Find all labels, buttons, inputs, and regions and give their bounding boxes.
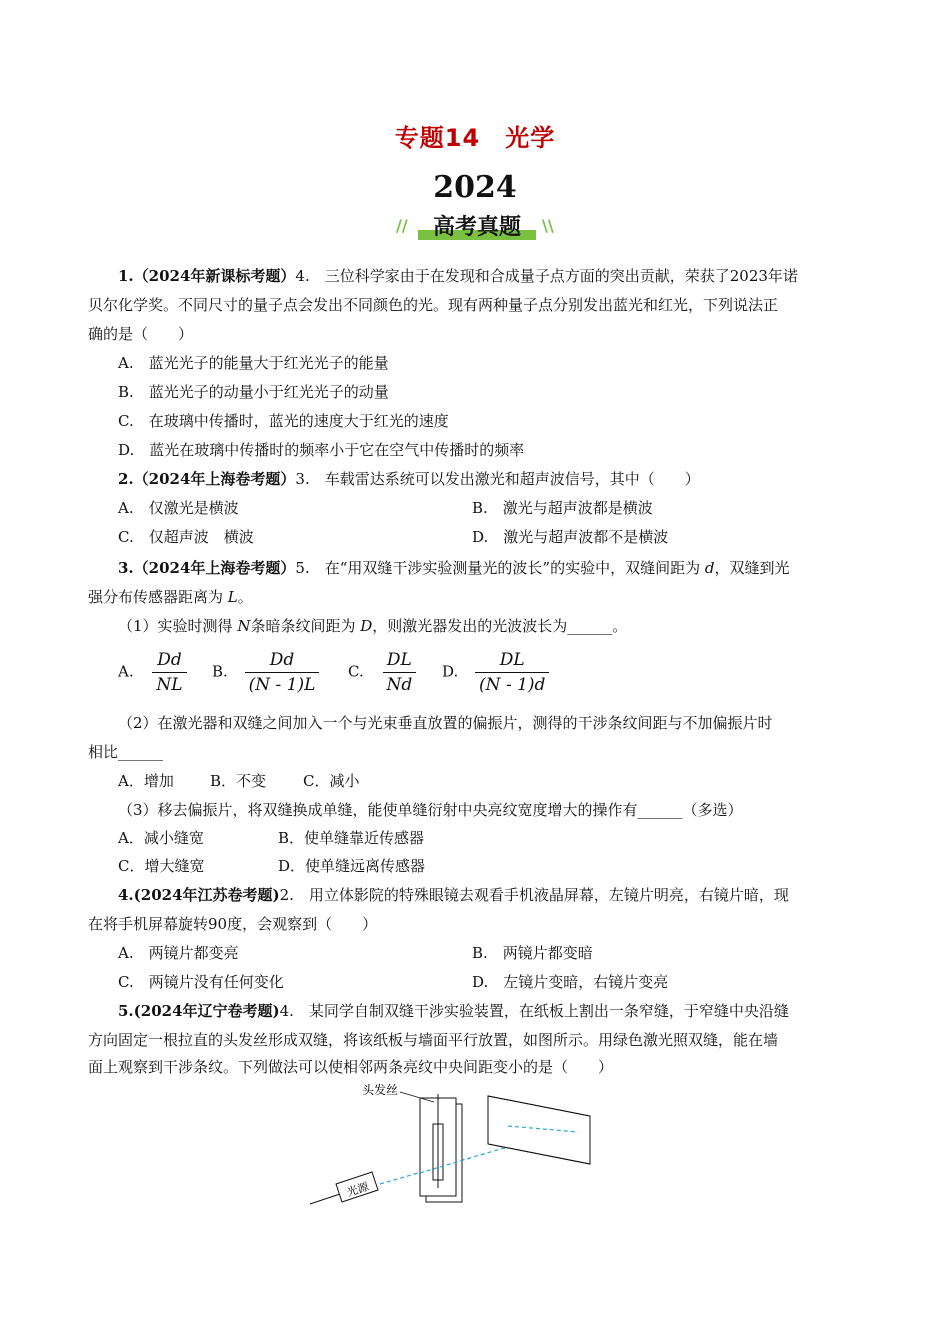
q1-option-a: A. 蓝光光子的能量大于红光光子的能量 (118, 354, 389, 372)
q1-tag: 1.（2024年新课标考题） (118, 267, 296, 285)
q3-sub3-option-a: A．减小缝宽 (118, 829, 204, 847)
double-slit-diagram (300, 1080, 620, 1220)
q3-choice-b: B. $\frac{Dd}{(N - 1)L}$ (212, 648, 319, 697)
q3-line2: 强分布传感器距离为 L。 (88, 588, 253, 606)
exam-banner (396, 210, 554, 242)
q3-tag: 3.（2024年上海卷考题） (118, 559, 296, 577)
q2-tag: 2.（2024年上海卷考题） (118, 470, 296, 488)
q3-sub3-option-c: C．增大缝宽 (118, 857, 205, 875)
q3-sub2-option-c: C．减小 (303, 772, 360, 790)
q3-sub2-line2: 相比______ (88, 743, 164, 761)
q5-tag: 5.(2024年辽宁卷考题) (118, 1002, 280, 1020)
q2-line1: 2.（2024年上海卷考题）3. 车载雷达系统可以发出激光和超声波信号，其中（ ） (118, 470, 700, 488)
q1-option-d: D. 蓝光在玻璃中传播时的频率小于它在空气中传播时的频率 (118, 441, 525, 459)
banner-text: 高考真题 (432, 215, 521, 240)
q4-line2: 在将手机屏幕旋转90度，会观察到（ ） (88, 915, 378, 933)
q2-option-a: A. 仅激光是横波 (118, 499, 239, 517)
q4-option-d: D. 左镜片变暗，右镜片变亮 (472, 973, 669, 991)
q3-sub2-line1: （2）在激光器和双缝之间加入一个与光束垂直放置的偏振片，测得的干涉条纹间距与不加偏振片时 (118, 714, 773, 732)
fraction: $\frac{DL}{Nd}$ (383, 648, 417, 697)
incoming-line (310, 1194, 340, 1204)
hair-pointer (400, 1092, 434, 1102)
page-title: 专题14 光学 (394, 124, 556, 152)
q5-line3: 面上观察到干涉条纹。下列做法可以使相邻两条亮纹中央间距变小的是（ ） (88, 1058, 614, 1076)
q4-option-a: A. 两镜片都变亮 (118, 944, 239, 962)
banner-left-mark: // (396, 216, 408, 235)
q1-line2: 贝尔化学奖。不同尺寸的量子点会发出不同颜色的光。现有两种量子点分别发出蓝光和红光，下列说法正 (88, 296, 779, 314)
q3-sub1: （1）实验时测得 N条暗条纹间距为 D，则激光器发出的光波波长为______。 (118, 617, 628, 635)
q3-sub2-option-a: A．增加 (118, 772, 174, 790)
banner-right-mark: \\ (542, 216, 554, 235)
q3-sub3-option-b: B．使单缝靠近传感器 (278, 829, 425, 847)
q4-option-c: C. 两镜片没有任何变化 (118, 973, 284, 991)
light-source-label: 光源 (345, 1180, 371, 1199)
q2-option-d: D. 激光与超声波都不是横波 (472, 528, 669, 546)
q4-option-b: B. 两镜片都变暗 (472, 944, 593, 962)
q2-option-c: C. 仅超声波 横波 (118, 528, 254, 546)
q2-option-b: B. 激光与超声波都是横波 (472, 499, 653, 517)
hair-label: 头发丝 (362, 1083, 399, 1097)
q3-choice-c: C. $\frac{DL}{Nd}$ (348, 648, 416, 697)
q1-line1: 1.（2024年新课标考题）4. 三位科学家由于在发现和合成量子点方面的突出贡献，荣获了2023年诺 (118, 267, 798, 285)
year-heading: 2024 (433, 170, 517, 205)
fraction: $\frac{Dd}{NL}$ (152, 648, 186, 697)
q3-sub2-option-b: B．不变 (210, 772, 267, 790)
q3-sub3-line: （3）移去偏振片，将双缝换成单缝，能使单缝衍射中央亮纹宽度增大的操作有______（多选） (118, 801, 743, 819)
fraction: $\frac{Dd}{(N - 1)L}$ (245, 648, 320, 697)
q5-line1: 5.(2024年辽宁卷考题)4. 某同学自制双缝干涉实验装置，在纸板上割出一条窄缝，于窄缝中央沿缝 (118, 1002, 789, 1020)
q3-line1: 3.（2024年上海卷考题）5. 在“用双缝干涉实验测量光的波长”的实验中，双缝间距为 d，双缝到光 (118, 559, 790, 577)
q3-sub3-option-d: D．使单缝远离传感器 (278, 857, 426, 875)
q3-choice-a: A. $\frac{Dd}{NL}$ (118, 648, 187, 697)
q3-choice-d: D. $\frac{DL}{(N - 1)d}$ (442, 648, 549, 697)
q5-line2: 方向固定一根拉直的头发丝形成双缝，将该纸板与墙面平行放置，如图所示。用绿色激光照双缝，能在墙 (88, 1031, 779, 1049)
q4-tag: 4.(2024年江苏卷考题) (118, 886, 280, 904)
q1-option-b: B. 蓝光光子的动量小于红光光子的动量 (118, 383, 389, 401)
q4-line1: 4.(2024年江苏卷考题)2. 用立体影院的特殊眼镜去观看手机液晶屏幕，左镜片明亮，右镜片暗，现 (118, 886, 789, 904)
q1-option-c: C. 在玻璃中传播时，蓝光的速度大于红光的速度 (118, 412, 449, 430)
fraction: $\frac{DL}{(N - 1)d}$ (475, 648, 549, 697)
q1-line3: 确的是（ ） (88, 325, 194, 343)
